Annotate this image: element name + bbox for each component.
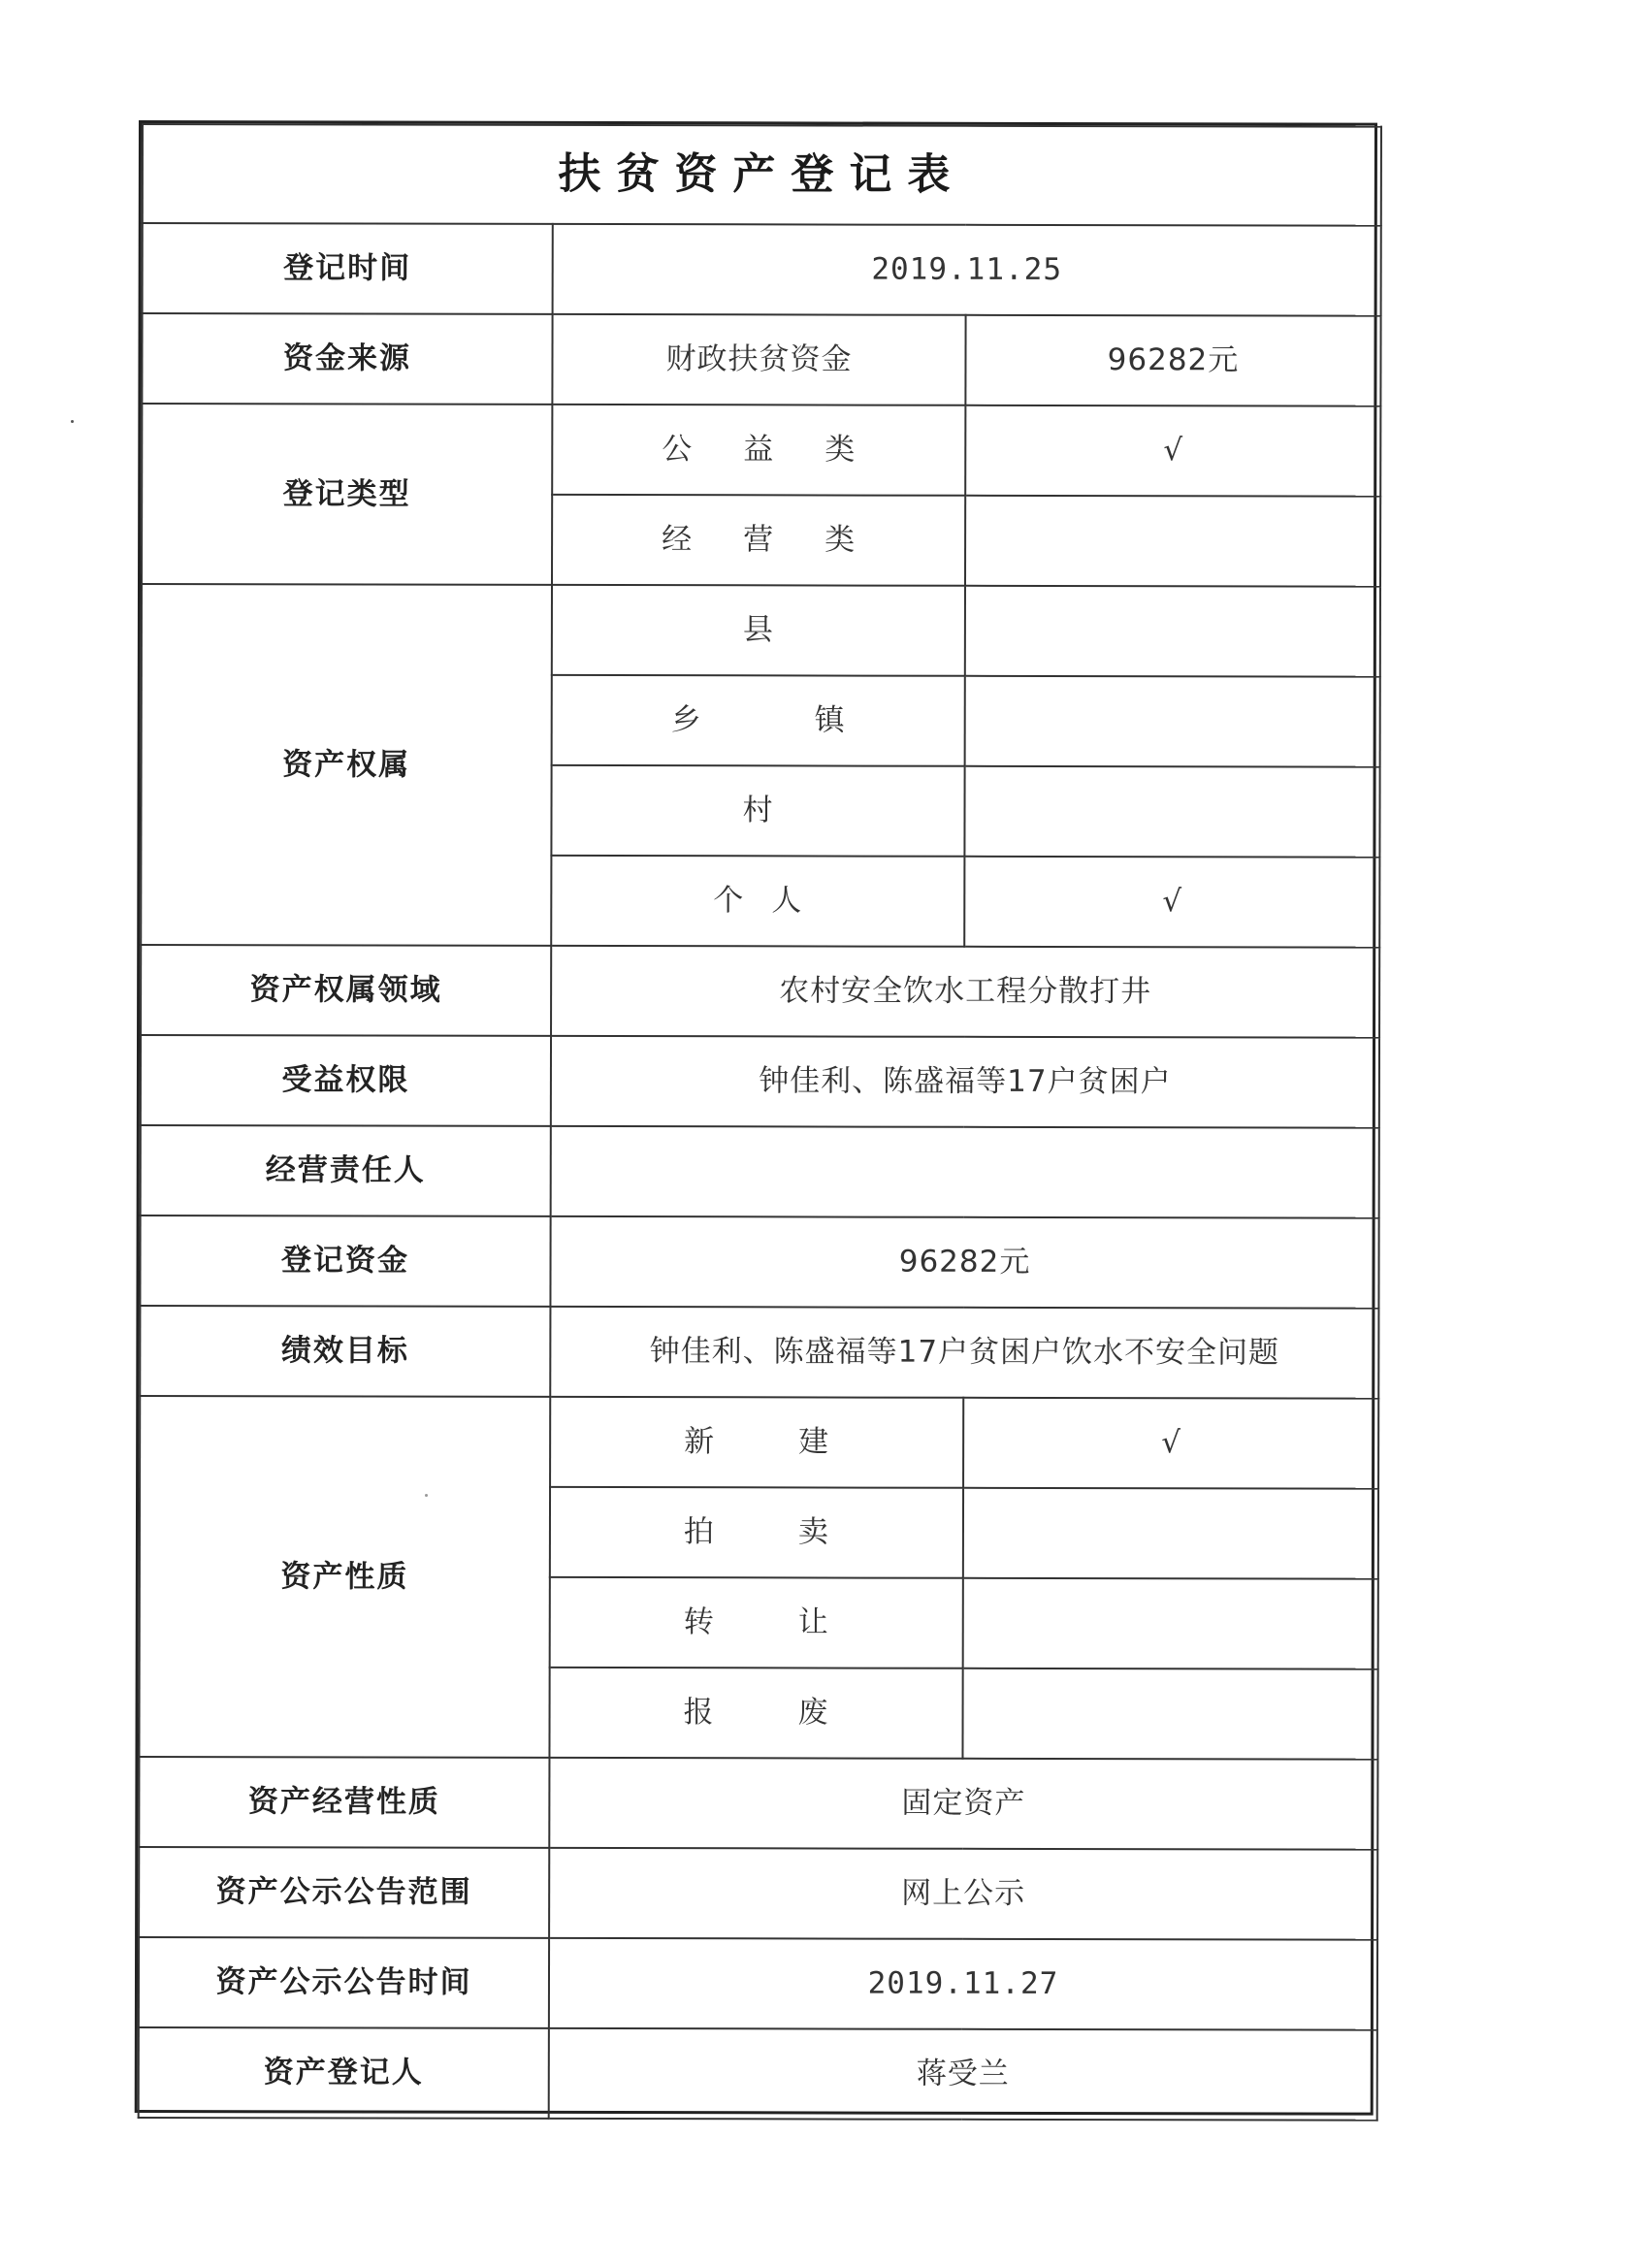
option-char: 新: [684, 1424, 716, 1460]
register-type-public-check: √: [965, 405, 1380, 497]
register-type-label: 登记类型: [142, 404, 552, 585]
fund-source-label: 资金来源: [142, 313, 552, 405]
manager-value: [551, 1126, 1379, 1218]
benefit-scope-label: 受益权限: [141, 1035, 551, 1126]
asset-nature-scrap-check: [962, 1669, 1377, 1760]
registrar-label: 资产登记人: [139, 2027, 549, 2119]
asset-nature-label: 资产性质: [139, 1396, 550, 1758]
notice-scope-value: 网上公示: [549, 1848, 1377, 1940]
option-char: 公: [662, 432, 694, 468]
ownership-domain-label: 资产权属领域: [141, 945, 551, 1036]
option-char: 废: [797, 1695, 829, 1731]
notice-time-value: 2019.11.27: [549, 1938, 1377, 2030]
fund-amount-value: 96282元: [965, 315, 1380, 406]
register-type-business-check: [965, 496, 1380, 587]
option-char: 镇: [814, 702, 846, 738]
ownership-option-township: [552, 675, 965, 766]
fund-source-value: 财政扶贫资金: [552, 314, 965, 405]
operation-nature-label: 资产经营性质: [139, 1757, 549, 1848]
performance-goal-label: 绩效目标: [140, 1306, 550, 1397]
form-title: 扶贫资产登记表: [143, 124, 1381, 226]
ownership-option-individual: [551, 856, 964, 947]
benefit-scope-value: 钟佳利、陈盛福等17户贫困户: [551, 1036, 1379, 1128]
ownership-county-check: [965, 586, 1380, 677]
notice-scope-label: 资产公示公告范围: [139, 1847, 549, 1938]
ownership-individual-check: √: [964, 857, 1379, 948]
scan-speck: [71, 420, 74, 423]
option-char: 转: [683, 1604, 715, 1640]
registration-table: [138, 123, 1382, 2122]
option-char: 卖: [797, 1514, 829, 1550]
operation-nature-value: 固定资产: [549, 1758, 1377, 1850]
register-time-label: 登记时间: [143, 223, 553, 314]
option-char: 经: [662, 522, 694, 558]
option-char: 拍: [683, 1514, 715, 1550]
asset-nature-transfer-check: [963, 1578, 1378, 1669]
option-char: 让: [797, 1604, 829, 1640]
option-char: 报: [683, 1695, 715, 1731]
option-char: 营: [743, 522, 775, 558]
option-char: 益: [743, 432, 775, 468]
asset-nature-auction-check: [963, 1488, 1378, 1579]
ownership-domain-value: 农村安全饮水工程分散打井: [551, 946, 1379, 1038]
ownership-label: 资产权属: [141, 584, 552, 946]
option-char: 个: [713, 883, 745, 919]
asset-nature-option-transfer: [550, 1577, 963, 1669]
option-char: 类: [824, 432, 857, 469]
register-type-option-public: [552, 405, 965, 496]
option-char: 人: [771, 883, 803, 919]
manager-label: 经营责任人: [141, 1125, 551, 1216]
option-char: 乡: [670, 702, 702, 738]
asset-nature-option-auction: [550, 1487, 963, 1578]
option-char: 建: [798, 1424, 830, 1460]
registration-form: [135, 120, 1377, 2116]
option-char: 类: [824, 522, 857, 559]
register-time-value: 2019.11.25: [553, 224, 1381, 316]
registered-fund-value: 96282元: [550, 1216, 1378, 1309]
ownership-village-check: [964, 766, 1379, 858]
performance-goal-value: 钟佳利、陈盛福等17户贫困户饮水不安全问题: [550, 1307, 1378, 1399]
ownership-option-county: 县: [552, 585, 965, 676]
notice-time-label: 资产公示公告时间: [139, 1937, 549, 2028]
registrar-value: 蒋受兰: [549, 2028, 1377, 2121]
ownership-township-check: [965, 676, 1380, 767]
asset-nature-option-new: [550, 1397, 963, 1488]
ownership-option-village: 村: [551, 765, 964, 857]
register-type-option-business: [552, 495, 965, 586]
asset-nature-new-check: √: [963, 1398, 1378, 1489]
asset-nature-option-scrap: [549, 1668, 962, 1759]
registered-fund-label: 登记资金: [140, 1215, 550, 1307]
